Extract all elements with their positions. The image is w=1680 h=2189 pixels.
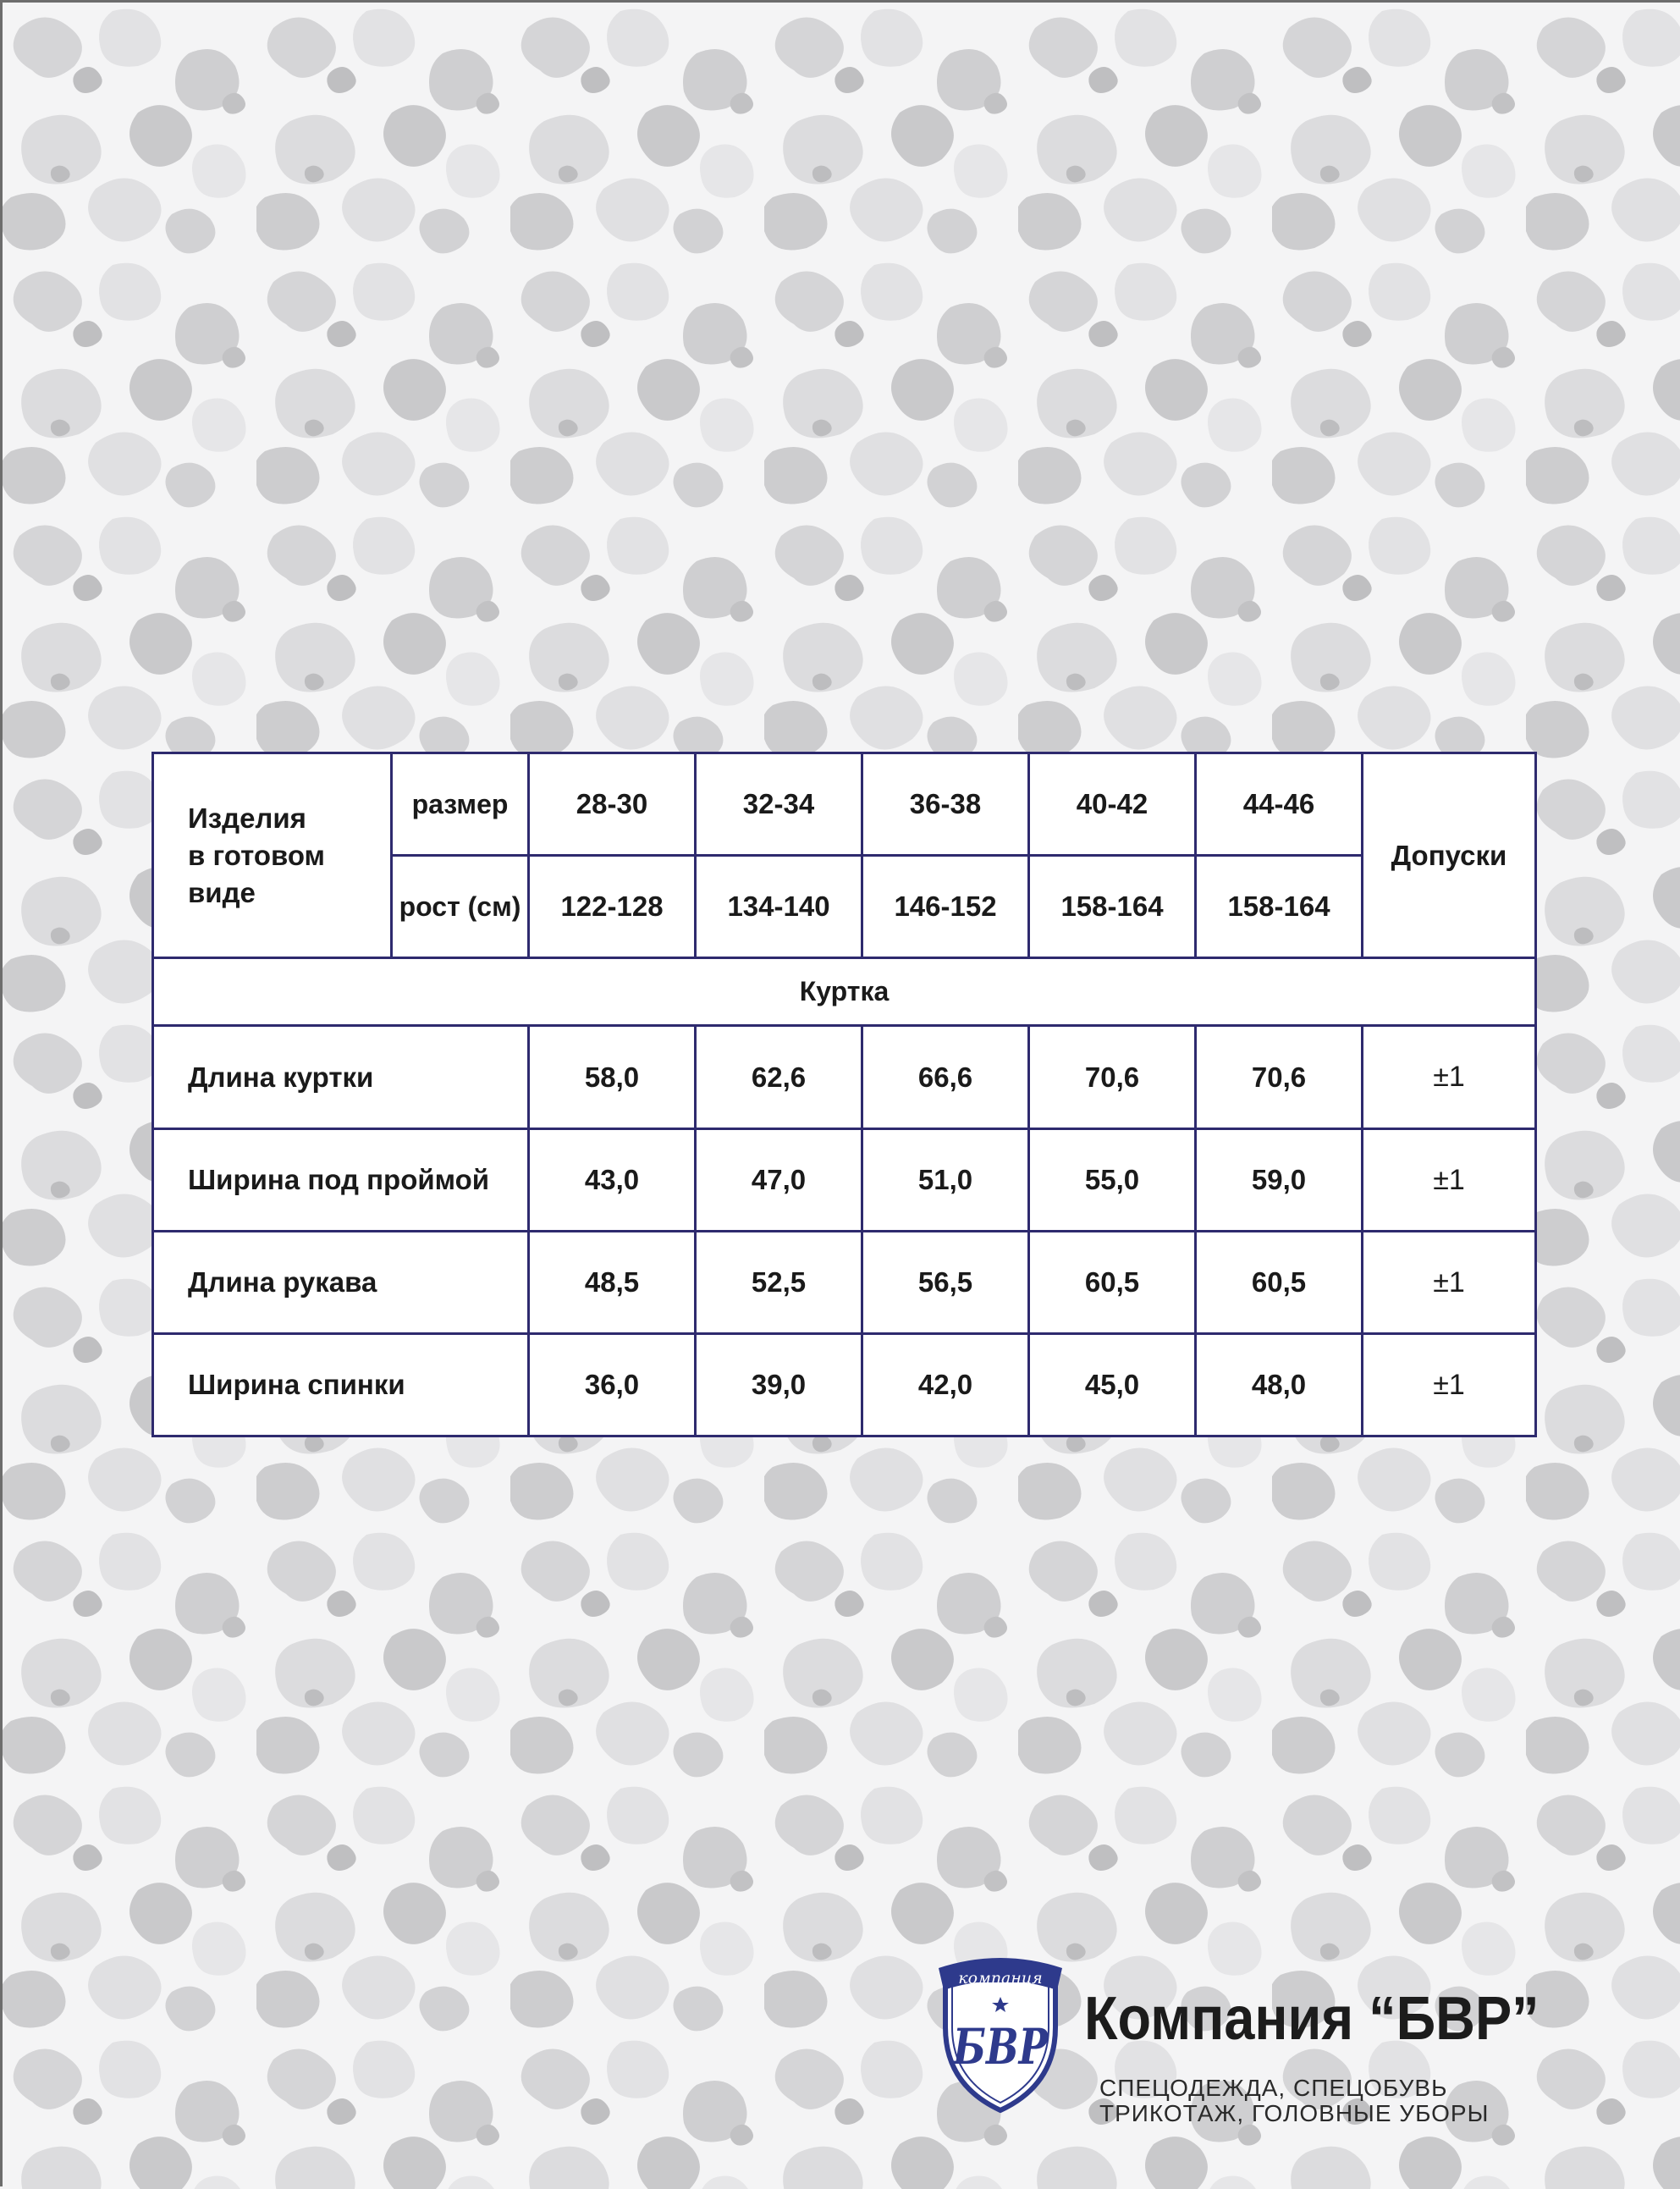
measurement-value: 60,5 — [1029, 1232, 1196, 1334]
table-row — [153, 1334, 1536, 1436]
measurement-value: 42,0 — [862, 1334, 1029, 1436]
tolerance-value: ±1 — [1363, 1129, 1536, 1232]
measurement-label: Длина рукава — [153, 1232, 529, 1334]
measurement-value: 48,0 — [1196, 1334, 1363, 1436]
tolerance-header: Допуски — [1363, 753, 1536, 958]
height-label: рост (см) — [392, 856, 529, 958]
measurement-value: 55,0 — [1029, 1129, 1196, 1232]
height-cell: 146-152 — [862, 856, 1029, 958]
tolerance-value: ±1 — [1363, 1232, 1536, 1334]
measurement-value: 70,6 — [1029, 1026, 1196, 1129]
height-cell: 122-128 — [529, 856, 696, 958]
height-cell: 158-164 — [1029, 856, 1196, 958]
size-cell: 28-30 — [529, 753, 696, 856]
section-title: Куртка — [153, 958, 1536, 1026]
measurement-label: Ширина спинки — [153, 1334, 529, 1436]
item-header-text: Изделия в готовом виде — [188, 802, 325, 908]
table-row — [153, 1026, 1536, 1129]
measurement-label: Ширина под проймой — [153, 1129, 529, 1232]
size-cell: 36-38 — [862, 753, 1029, 856]
measurement-value: 51,0 — [862, 1129, 1029, 1232]
size-label: размер — [392, 753, 529, 856]
measurement-value: 39,0 — [696, 1334, 862, 1436]
logo-banner-text: компания — [958, 1969, 1043, 1988]
height-cell: 158-164 — [1196, 856, 1363, 958]
item-header — [153, 753, 392, 958]
measurement-value: 62,6 — [696, 1026, 862, 1129]
measurement-value: 70,6 — [1196, 1026, 1363, 1129]
measurement-value: 52,5 — [696, 1232, 862, 1334]
size-table — [151, 752, 1537, 1437]
measurement-label: Длина куртки — [153, 1026, 529, 1129]
measurement-value: 59,0 — [1196, 1129, 1363, 1232]
header-row-sizes — [153, 753, 1536, 856]
measurement-value: 66,6 — [862, 1026, 1029, 1129]
logo-monogram: БВР — [951, 2018, 1049, 2076]
company-name: Компания “БВР” — [1084, 1985, 1540, 2053]
company-logo — [934, 1949, 1067, 2115]
tolerance-value: ±1 — [1363, 1026, 1536, 1129]
measurement-value: 47,0 — [696, 1129, 862, 1232]
table-row — [153, 1232, 1536, 1334]
measurement-value: 45,0 — [1029, 1334, 1196, 1436]
size-cell: 44-46 — [1196, 753, 1363, 856]
tagline-line-2: ТРИКОТАЖ, ГОЛОВНЫЕ УБОРЫ — [1099, 2100, 1490, 2126]
measurement-value: 43,0 — [529, 1129, 696, 1232]
size-cell: 40-42 — [1029, 753, 1196, 856]
section-row — [153, 958, 1536, 1026]
measurement-value: 48,5 — [529, 1232, 696, 1334]
measurement-value: 36,0 — [529, 1334, 696, 1436]
height-cell: 134-140 — [696, 856, 862, 958]
table-row — [153, 1129, 1536, 1232]
tolerance-value: ±1 — [1363, 1334, 1536, 1436]
measurement-value: 60,5 — [1196, 1232, 1363, 1334]
measurement-value: 58,0 — [529, 1026, 696, 1129]
measurement-value: 56,5 — [862, 1232, 1029, 1334]
tagline-line-1: СПЕЦОДЕЖДА, СПЕЦОБУВЬ — [1099, 2075, 1448, 2101]
size-cell: 32-34 — [696, 753, 862, 856]
